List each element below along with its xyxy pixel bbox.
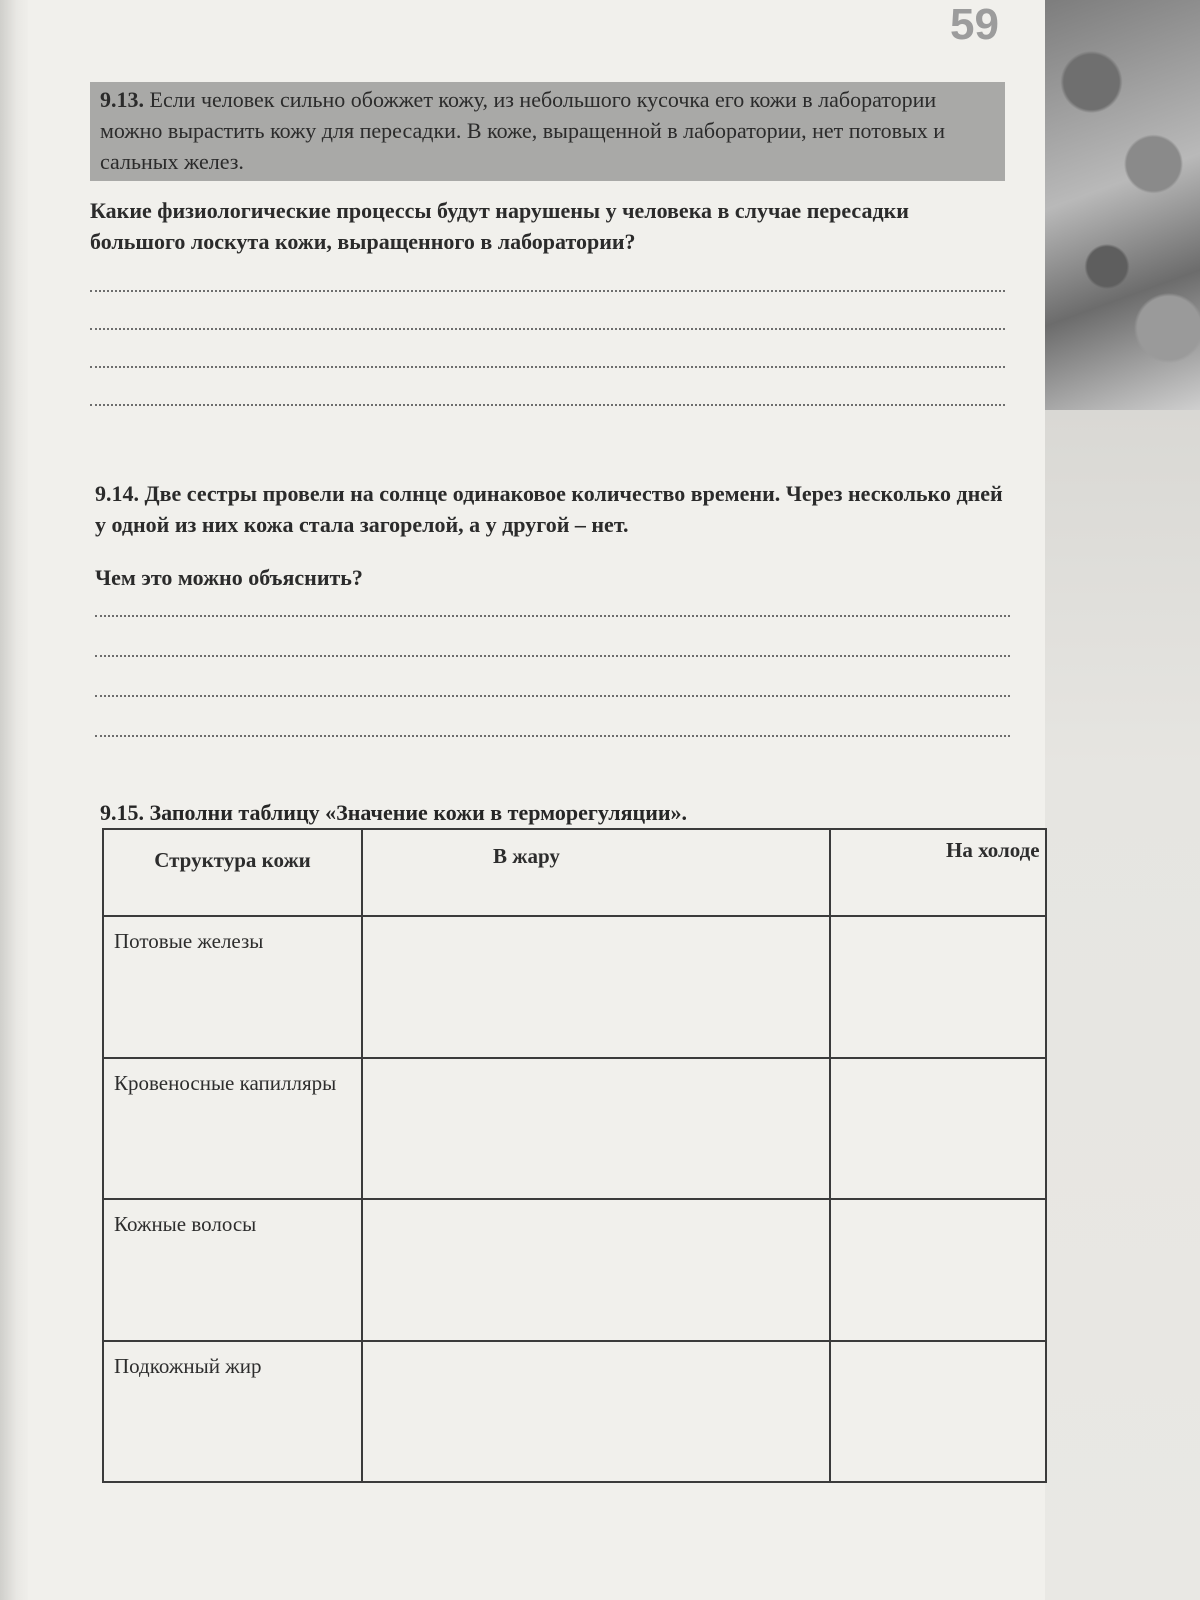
table-row <box>103 1058 1046 1200</box>
header-in-heat: В жару <box>362 829 830 916</box>
thermoregulation-table <box>102 828 1047 1483</box>
task-9-13-statement-box <box>90 82 1005 181</box>
answer-line[interactable] <box>95 695 1010 697</box>
task-9-15-title <box>100 800 687 826</box>
header-skin-structure: Структура кожи <box>103 829 362 916</box>
task-9-13 <box>90 82 1005 257</box>
task-9-14-statement <box>95 478 1010 540</box>
table-row <box>103 1341 1046 1483</box>
task-9-14 <box>95 478 1010 593</box>
answer-cell-heat[interactable] <box>362 1058 830 1200</box>
row-label-subcutaneous-fat: Подкожный жир <box>103 1341 362 1483</box>
row-label-skin-hair: Кожные волосы <box>103 1199 362 1341</box>
side-margin <box>1045 410 1200 1600</box>
answer-cell-heat[interactable] <box>362 1341 830 1483</box>
answer-line[interactable] <box>90 290 1005 292</box>
row-label-sweat-glands: Потовые железы <box>103 916 362 1058</box>
task-9-14-number: 9.14. <box>95 481 139 506</box>
answer-cell-heat[interactable] <box>362 1199 830 1341</box>
table-row <box>103 1199 1046 1341</box>
task-9-14-text: Две сестры провели на солнце одинаковое количество времени. Через несколько дней у одной из них кожа стала загорелой, а у другой – нет. <box>95 481 1003 537</box>
answer-line[interactable] <box>90 366 1005 368</box>
side-photo-strip <box>1045 0 1200 410</box>
answer-line[interactable] <box>95 735 1010 737</box>
table-header-row <box>103 829 1046 916</box>
answer-line[interactable] <box>95 655 1010 657</box>
task-9-13-text: Если человек сильно обожжет кожу, из небольшого кусочка его кожи в лаборатории можно вырастить кожу для пересадки. В коже, выращенной в лаборатории, нет потовых и сальных желез. <box>100 87 946 174</box>
answer-line[interactable] <box>90 328 1005 330</box>
task-9-13-question: Какие физиологические процессы будут нарушены у человека в случае пересадки большого лоскута кожи, выращенного в лаборатории? <box>90 198 909 254</box>
task-9-15-number: 9.15. <box>100 800 144 825</box>
header-in-cold: На холоде <box>830 829 1046 916</box>
book-spine-edge <box>0 0 28 1600</box>
task-9-13-number: 9.13. <box>100 87 144 112</box>
answer-cell-heat[interactable] <box>362 916 830 1058</box>
answer-cell-cold[interactable] <box>830 916 1046 1058</box>
task-9-15-text: Заполни таблицу «Значение кожи в терморегуляции». <box>149 800 688 825</box>
page-number: 59 <box>950 0 999 49</box>
task-9-14-question: Чем это можно объяснить? <box>95 565 363 590</box>
answer-cell-cold[interactable] <box>830 1058 1046 1200</box>
table-row <box>103 916 1046 1058</box>
answer-cell-cold[interactable] <box>830 1341 1046 1483</box>
row-label-capillaries: Кровеносные капилляры <box>103 1058 362 1200</box>
answer-line[interactable] <box>95 615 1010 617</box>
answer-line[interactable] <box>90 404 1005 406</box>
answer-cell-cold[interactable] <box>830 1199 1046 1341</box>
